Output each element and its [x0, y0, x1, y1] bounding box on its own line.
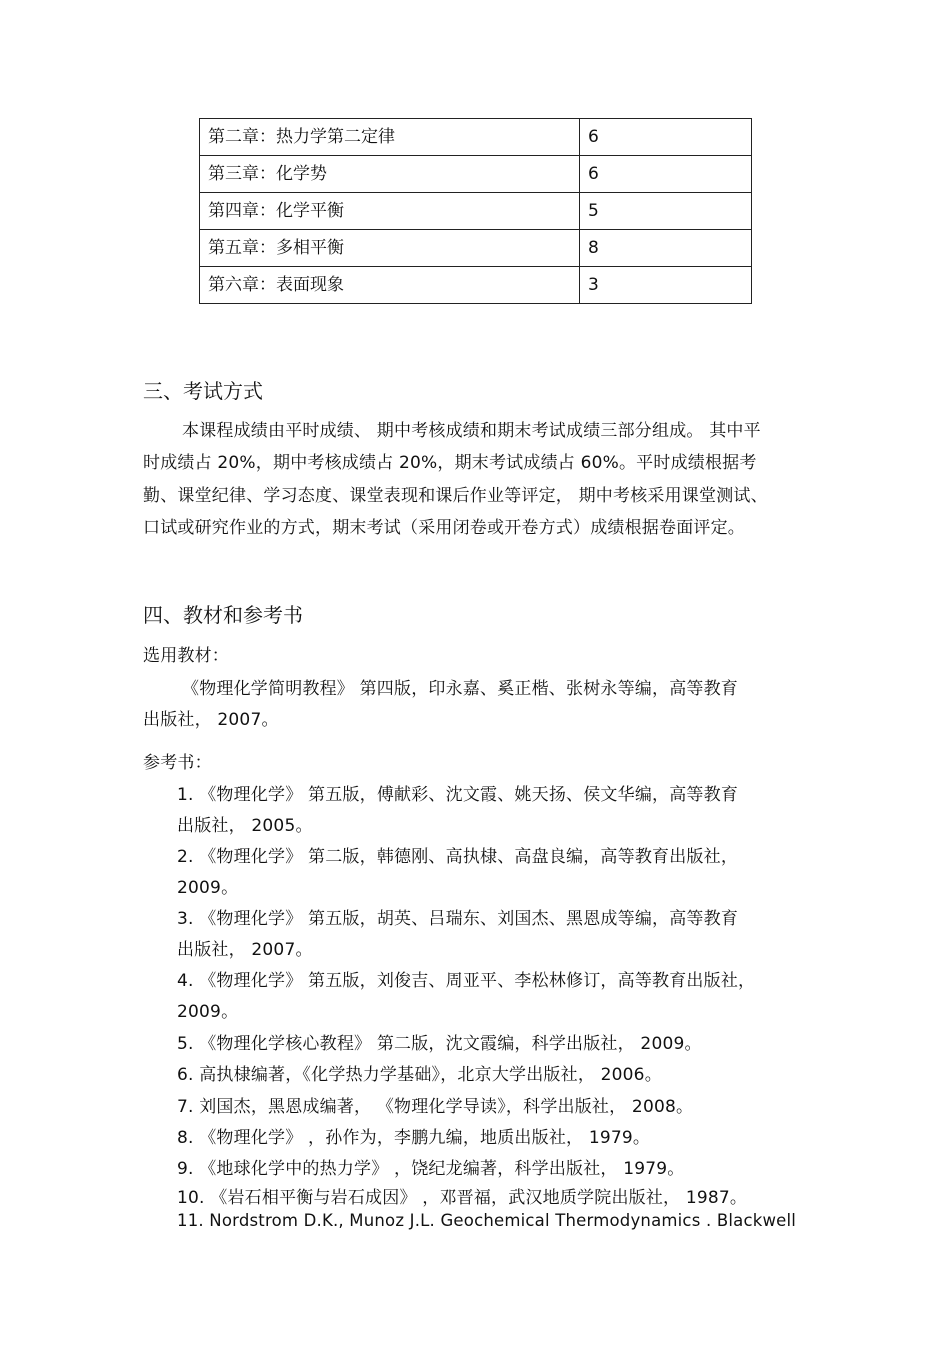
reference-line: 出版社， 2005。: [177, 816, 313, 836]
reference-line: 6. 高执棣编著，《化学热力学基础》，北京大学出版社， 2006。: [177, 1065, 662, 1085]
reference-line: 8. 《物理化学》 ，孙作为，李鹏九编，地质出版社， 1979。: [177, 1128, 651, 1148]
exam-paragraph-line: 勤、课堂纪律、学习态度、课堂表现和课后作业等评定， 期中考核采用课堂测试、: [143, 486, 768, 506]
hours-cell: 8: [580, 230, 752, 267]
chapter-cell: 第六章：表面现象: [200, 267, 580, 304]
reference-line: 出版社， 2007。: [177, 940, 313, 960]
exam-paragraph-line: 口试或研究作业的方式，期末考试（采用闭卷或开卷方式）成绩根据卷面评定。: [143, 518, 745, 538]
textbook-line: 《物理化学简明教程》 第四版，印永嘉、奚正楷、张树永等编，高等教育: [182, 679, 739, 699]
reference-line: 3. 《物理化学》 第五版，胡英、吕瑞东、刘国杰、黑恩成等编，高等教育: [177, 909, 739, 929]
table-row: [200, 193, 752, 230]
reference-line: 2. 《物理化学》 第二版，韩德刚、高执棣、高盘良编，高等教育出版社，: [177, 847, 739, 867]
reference-line: 11. Nordstrom D.K., Munoz J.L. Geochemical Thermodynamics . Blackwell: [177, 1211, 797, 1230]
reference-line: 2009。: [177, 878, 239, 898]
exam-paragraph-line: 本课程成绩由平时成绩、 期中考核成绩和期末考试成绩三部分组成。 其中平: [182, 421, 761, 441]
reference-line: 9. 《地球化学中的热力学》 ，饶纪龙编著，科学出版社， 1979。: [177, 1159, 685, 1179]
chapter-cell: 第五章：多相平衡: [200, 230, 580, 267]
textbook-label: 选用教材：: [143, 646, 229, 666]
table-row: [200, 119, 752, 156]
table-row: [200, 267, 752, 304]
reference-line: 5. 《物理化学核心教程》 第二版，沈文霞编，科学出版社， 2009。: [177, 1034, 702, 1054]
class-hours-table: [199, 118, 752, 304]
chapter-cell: 第二章：热力学第二定律: [200, 119, 580, 156]
chapter-cell: 第三章：化学势: [200, 156, 580, 193]
chapter-cell: 第四章：化学平衡: [200, 193, 580, 230]
reference-label: 参考书：: [143, 753, 212, 773]
hours-cell: 3: [580, 267, 752, 304]
exam-heading: 三、考试方式: [143, 379, 263, 403]
hours-cell: 5: [580, 193, 752, 230]
books-heading: 四、教材和参考书: [143, 603, 303, 627]
exam-paragraph-line: 时成绩占 20%，期中考核成绩占 20%，期末考试成绩占 60%。平时成绩根据考: [143, 453, 757, 473]
hours-cell: 6: [580, 119, 752, 156]
textbook-line: 出版社， 2007。: [143, 710, 279, 730]
table-row: [200, 156, 752, 193]
table-row: [200, 230, 752, 267]
reference-line: 7. 刘国杰，黑恩成编著， 《物理化学导读》，科学出版社， 2008。: [177, 1097, 694, 1117]
reference-line: 1. 《物理化学》 第五版，傅献彩、沈文霞、姚天扬、侯文华编，高等教育: [177, 785, 739, 805]
reference-line: 2009。: [177, 1002, 239, 1022]
reference-line: 10. 《岩石相平衡与岩石成因》 ，邓晋福，武汉地质学院出版社， 1987。: [177, 1188, 748, 1208]
reference-line: 4. 《物理化学》 第五版，刘俊吉、周亚平、李松林修订，高等教育出版社，: [177, 971, 756, 991]
hours-cell: 6: [580, 156, 752, 193]
